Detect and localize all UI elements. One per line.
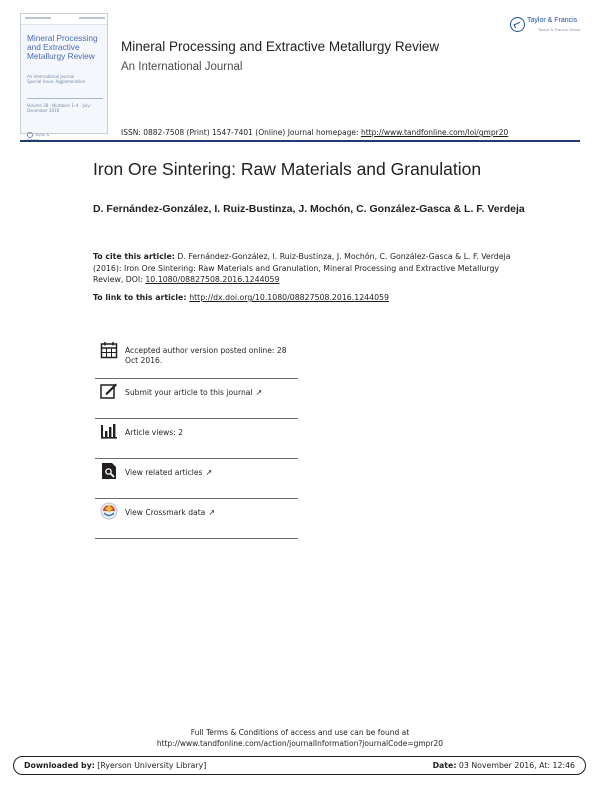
publisher-logo-icon: [510, 17, 525, 32]
journal-cover-thumbnail: [20, 13, 108, 137]
citation-block: [93, 251, 513, 286]
external-link-icon: ↗: [205, 468, 213, 477]
accepted-date-item: [95, 334, 298, 379]
download-date: Date: 03 November 2016, At: 12:46: [432, 761, 575, 770]
article-link-line: [93, 293, 389, 302]
header-rule: [20, 140, 580, 142]
article-authors: D. Fernández-González, I. Ruiz-Bustinza, J. Mochón, C. González-Gasca & L. F. Verdeja: [93, 203, 525, 215]
edit-icon: [100, 382, 118, 400]
article-views-text: Article views: 2: [125, 428, 184, 437]
cover-divider: [27, 98, 103, 99]
calendar-icon: [100, 341, 118, 359]
crossmark-link[interactable]: View Crossmark data: [125, 508, 206, 517]
cover-publisher: Taylor &: [27, 132, 57, 142]
journal-subtitle: An International Journal: [121, 61, 243, 73]
download-info-bar: [13, 756, 586, 775]
journal-homepage-link[interactable]: http://www.tandfonline.com/loi/gmpr20: [360, 128, 509, 137]
issn-line: ISSN: 0882-7508 (Print) 1547-7401 (Online) Journal homepage: http://www.tandfonline.com/loi/gmpr20: [121, 128, 509, 137]
external-link-icon: ↗: [208, 508, 216, 517]
cover-top-band: [21, 14, 107, 25]
related-articles-item[interactable]: [95, 458, 298, 499]
cover-title: Mineral Processing and Extractive Metallurgy Review: [27, 33, 98, 61]
terms-text: Full Terms & Conditions of access and use can be found at: [190, 728, 410, 737]
submit-article-item[interactable]: [95, 378, 298, 419]
cover-volume: Volume 38 · Numbers 1–4 · July–December 2016: [27, 103, 92, 113]
related-articles-link[interactable]: View related articles: [125, 468, 203, 477]
citation-text: D. Fernández-González, I. Ruiz-Bustinza, J. Mochón, C. González-Gasca & L. F. Verdeja (2016): Iron Ore Sintering: Raw Materials and Granulation, Mineral Processing and Extractive Metallurgy Review, DOI:: [93, 252, 511, 284]
document-search-icon: [100, 462, 118, 480]
terms-footer: [0, 727, 600, 749]
terms-url-link[interactable]: http://www.tandfonline.com/action/journalInformation?journalCode=gmpr20: [156, 739, 444, 748]
citation-label: To cite this article:: [93, 252, 175, 261]
accepted-date-text: Accepted author version posted online: 28 Oct 2016.: [125, 346, 287, 365]
crossmark-icon: [100, 502, 118, 520]
publisher-logo-tagline: Taylor & Francis Group: [538, 27, 581, 32]
citation-doi-link[interactable]: 10.1080/08827508.2016.1244059: [145, 275, 280, 284]
submit-article-link[interactable]: Submit your article to this journal: [125, 388, 253, 397]
article-views-item: [95, 418, 298, 459]
downloaded-by: Downloaded by: [Ryerson University Library]: [24, 761, 207, 770]
publisher-logo: [510, 16, 586, 36]
article-title: Iron Ore Sintering: Raw Materials and Granulation: [93, 159, 482, 179]
publisher-logo-name: Taylor & Francis: [527, 17, 578, 24]
bar-chart-icon: [100, 422, 118, 440]
crossmark-item[interactable]: [95, 498, 298, 539]
article-doi-url-link[interactable]: http://dx.doi.org/10.1080/08827508.2016.1244059: [189, 293, 389, 302]
cover-subtitle: An International Journal Special Issue: Agglomeration: [27, 74, 86, 84]
external-link-icon: ↗: [255, 388, 263, 397]
link-label: To link to this article:: [93, 293, 190, 302]
journal-title: Mineral Processing and Extractive Metallurgy Review: [121, 39, 440, 54]
